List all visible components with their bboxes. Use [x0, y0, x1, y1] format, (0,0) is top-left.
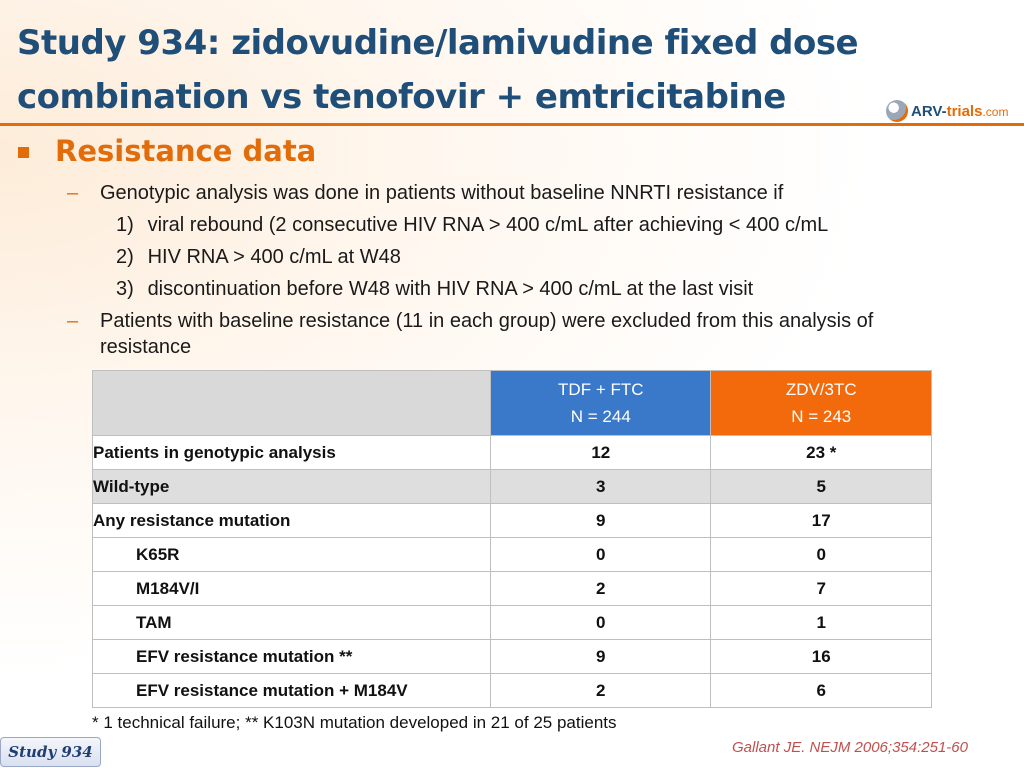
tdf-value: 2: [491, 572, 711, 606]
table-row: [93, 572, 932, 606]
resistance-table: [92, 370, 932, 708]
zdv-value: 6: [711, 674, 932, 708]
reference-citation: Gallant JE. NEJM 2006;354:251-60: [732, 739, 968, 756]
row-label: Wild-type: [93, 470, 491, 504]
row-label: M184V/I: [93, 572, 491, 606]
header-blank-cell: [93, 371, 491, 436]
footnote: * 1 technical failure; ** K103N mutation developed in 21 of 25 patients: [92, 713, 617, 732]
table-row: [93, 538, 932, 572]
slide-title: Study 934: zidovudine/lamivudine fixed dose combination vs tenofovir + emtricitabine: [17, 23, 859, 117]
criterion-3: 3) discontinuation before W48 with HIV RNA > 400 c/mL at the last visit: [116, 278, 754, 300]
tdf-value: 3: [491, 470, 711, 504]
section-heading: Resistance data: [55, 134, 317, 168]
tdf-value: 0: [491, 606, 711, 640]
header-tdf-ftc: TDF + FTC N = 244: [491, 371, 711, 436]
table-row: [93, 640, 932, 674]
section-bullet: [18, 134, 316, 168]
tdf-value: 9: [491, 640, 711, 674]
tdf-value: 2: [491, 674, 711, 708]
arv-trials-logo: [886, 96, 1014, 126]
zdv-value: 17: [711, 504, 932, 538]
tdf-value: 9: [491, 504, 711, 538]
zdv-value: 7: [711, 572, 932, 606]
table-row: [93, 436, 932, 470]
zdv-value: 1: [711, 606, 932, 640]
row-label: K65R: [93, 538, 491, 572]
tdf-value: 0: [491, 538, 711, 572]
dash-bullet-icon: –: [67, 310, 79, 332]
criterion-1: 1) viral rebound (2 consecutive HIV RNA > 400 c/mL after achieving < 400 c/mL: [116, 214, 829, 236]
bullet-genotypic: – Genotypic analysis was done in patients without baseline NNRTI resistance if: [67, 182, 784, 204]
row-label: Patients in genotypic analysis: [93, 436, 491, 470]
logo-icon: [886, 100, 908, 122]
row-label: EFV resistance mutation + M184V: [93, 674, 491, 708]
zdv-value: 23 *: [711, 436, 932, 470]
row-label: Any resistance mutation: [93, 504, 491, 538]
table-row: [93, 674, 932, 708]
zdv-value: 0: [711, 538, 932, 572]
criterion-2: 2) HIV RNA > 400 c/mL at W48: [116, 246, 401, 268]
table-row: [93, 606, 932, 640]
tdf-value: 12: [491, 436, 711, 470]
study-tag: Study 934: [0, 737, 101, 767]
bullet-baseline-resistance: – Patients with baseline resistance (11 in each group) were excluded from this analysis of resistance: [67, 310, 874, 358]
zdv-value: 16: [711, 640, 932, 674]
row-label: EFV resistance mutation **: [93, 640, 491, 674]
logo-text: ARV-trials.com: [911, 102, 1009, 120]
table-row: [93, 470, 932, 504]
zdv-value: 5: [711, 470, 932, 504]
table-row: [93, 504, 932, 538]
table-header-row: [93, 371, 932, 436]
row-label: TAM: [93, 606, 491, 640]
dash-bullet-icon: –: [67, 182, 79, 204]
header-zdv-3tc: ZDV/3TC N = 243: [711, 371, 932, 436]
title-divider: [0, 123, 1024, 126]
square-bullet-icon: [18, 147, 29, 158]
